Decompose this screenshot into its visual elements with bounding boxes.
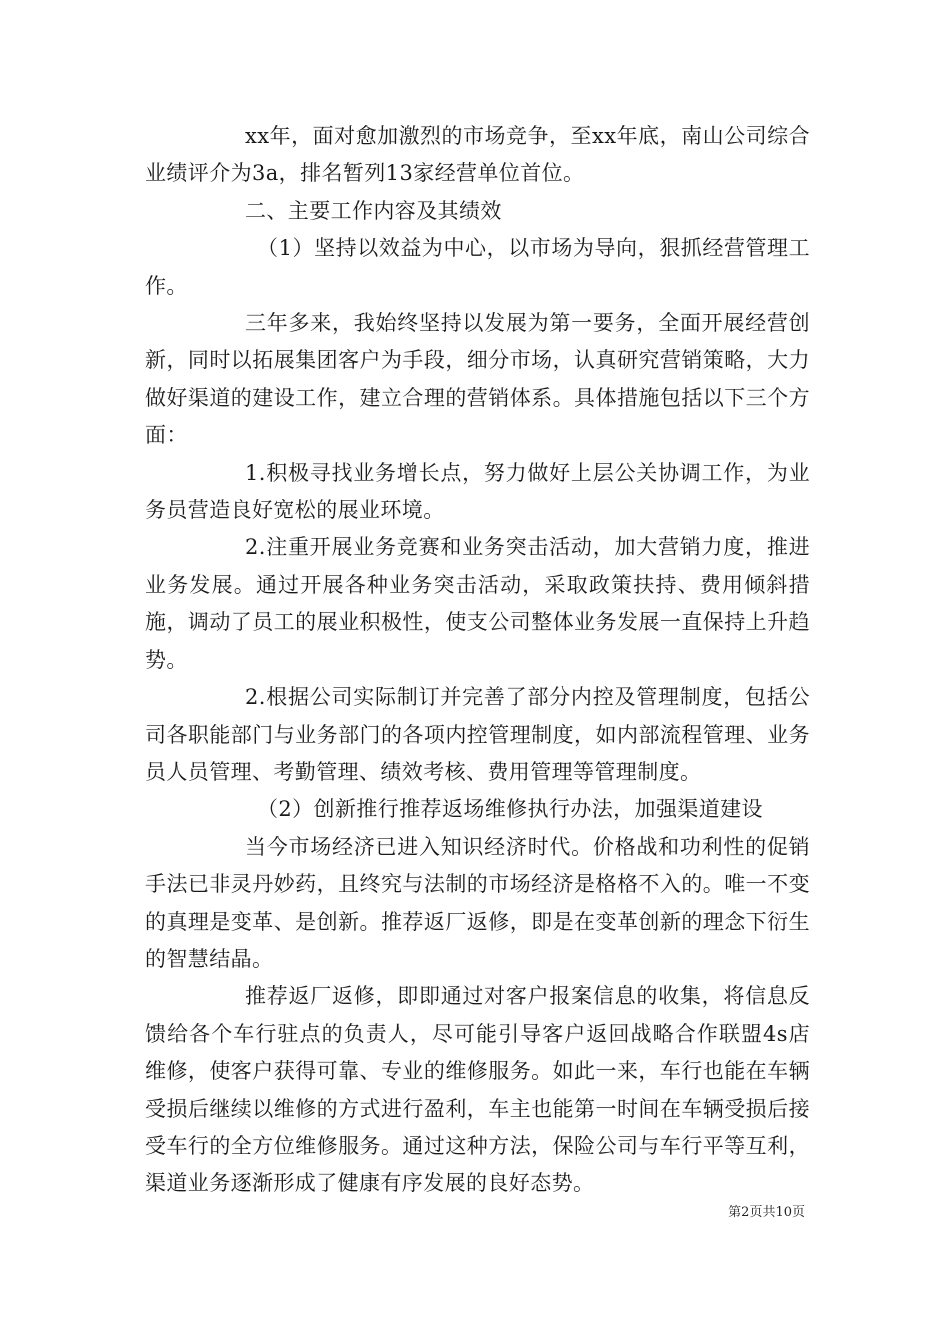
paragraph-return-repair-detail: 推荐返厂返修，即即通过对客户报案信息的收集，将信息反馈给各个车行驻点的负责人，尽可能引导客户返回战略合作联盟4s店维修，使客户获得可靠、专业的维修服务。如此一来，车行也能在车辆受损后继续以维修的方式进行盈利，车主也能第一时间在车辆受损后接受车行的全方位维修服务。通过这种方法，保险公司与车行平等互利，渠道业务逐渐形成了健康有序发展的良好态势。 xyxy=(145,984,810,1196)
list-item-management-system: 2.根据公司实际制订并完善了部分内控及管理制度，包括公司各职能部门与业务部门的各项内控管理制度，如内部流程管理、业务员人员管理、考勤管理、绩效考核、费用管理等管理制度。 xyxy=(145,685,810,784)
subheading-return-repair: （2）创新推行推荐返场维修执行办法，加强渠道建设 xyxy=(257,797,763,822)
paragraph-three-years: 三年多来，我始终坚持以发展为第一要务，全面开展经营创新，同时以拓展集团客户为手段，细分市场，认真研究营销策略，大力做好渠道的建设工作，建立合理的营销体系。具体措施包括以下三个方面： xyxy=(145,311,810,448)
paragraph-knowledge-economy: 当今市场经济已进入知识经济时代。价格战和功利性的促销手法已非灵丹妙药，且终究与法制的市场经济是格格不入的。唯一不变的真理是变革、是创新。推荐返厂返修，即是在变革创新的理念下衍生的智慧结晶。 xyxy=(145,834,810,971)
paragraph-performance-summary: xx年，面对愈加激烈的市场竞争，至xx年底，南山公司综合业绩评介为3a，排名暂列13家经营单位首位。 xyxy=(145,124,810,186)
list-item-business-competition: 2.注重开展业务竞赛和业务突击活动，加大营销力度，推进业务发展。通过开展各种业务突击活动，采取政策扶持、费用倾斜措施，调动了员工的展业积极性，使支公司整体业务发展一直保持上升趋势。 xyxy=(145,535,810,672)
document-body xyxy=(145,118,810,1203)
list-item-growth-point: 1.积极寻找业务增长点，努力做好上层公关协调工作，为业务员营造良好宽松的展业环境。 xyxy=(145,460,810,523)
section-heading-main-work: 二、主要工作内容及其绩效 xyxy=(245,198,502,223)
page-number-footer: 第2页共10页 xyxy=(728,1205,805,1220)
subheading-benefit-center: （1）坚持以效益为中心，以市场为导向，狠抓经营管理工作。 xyxy=(145,236,810,298)
